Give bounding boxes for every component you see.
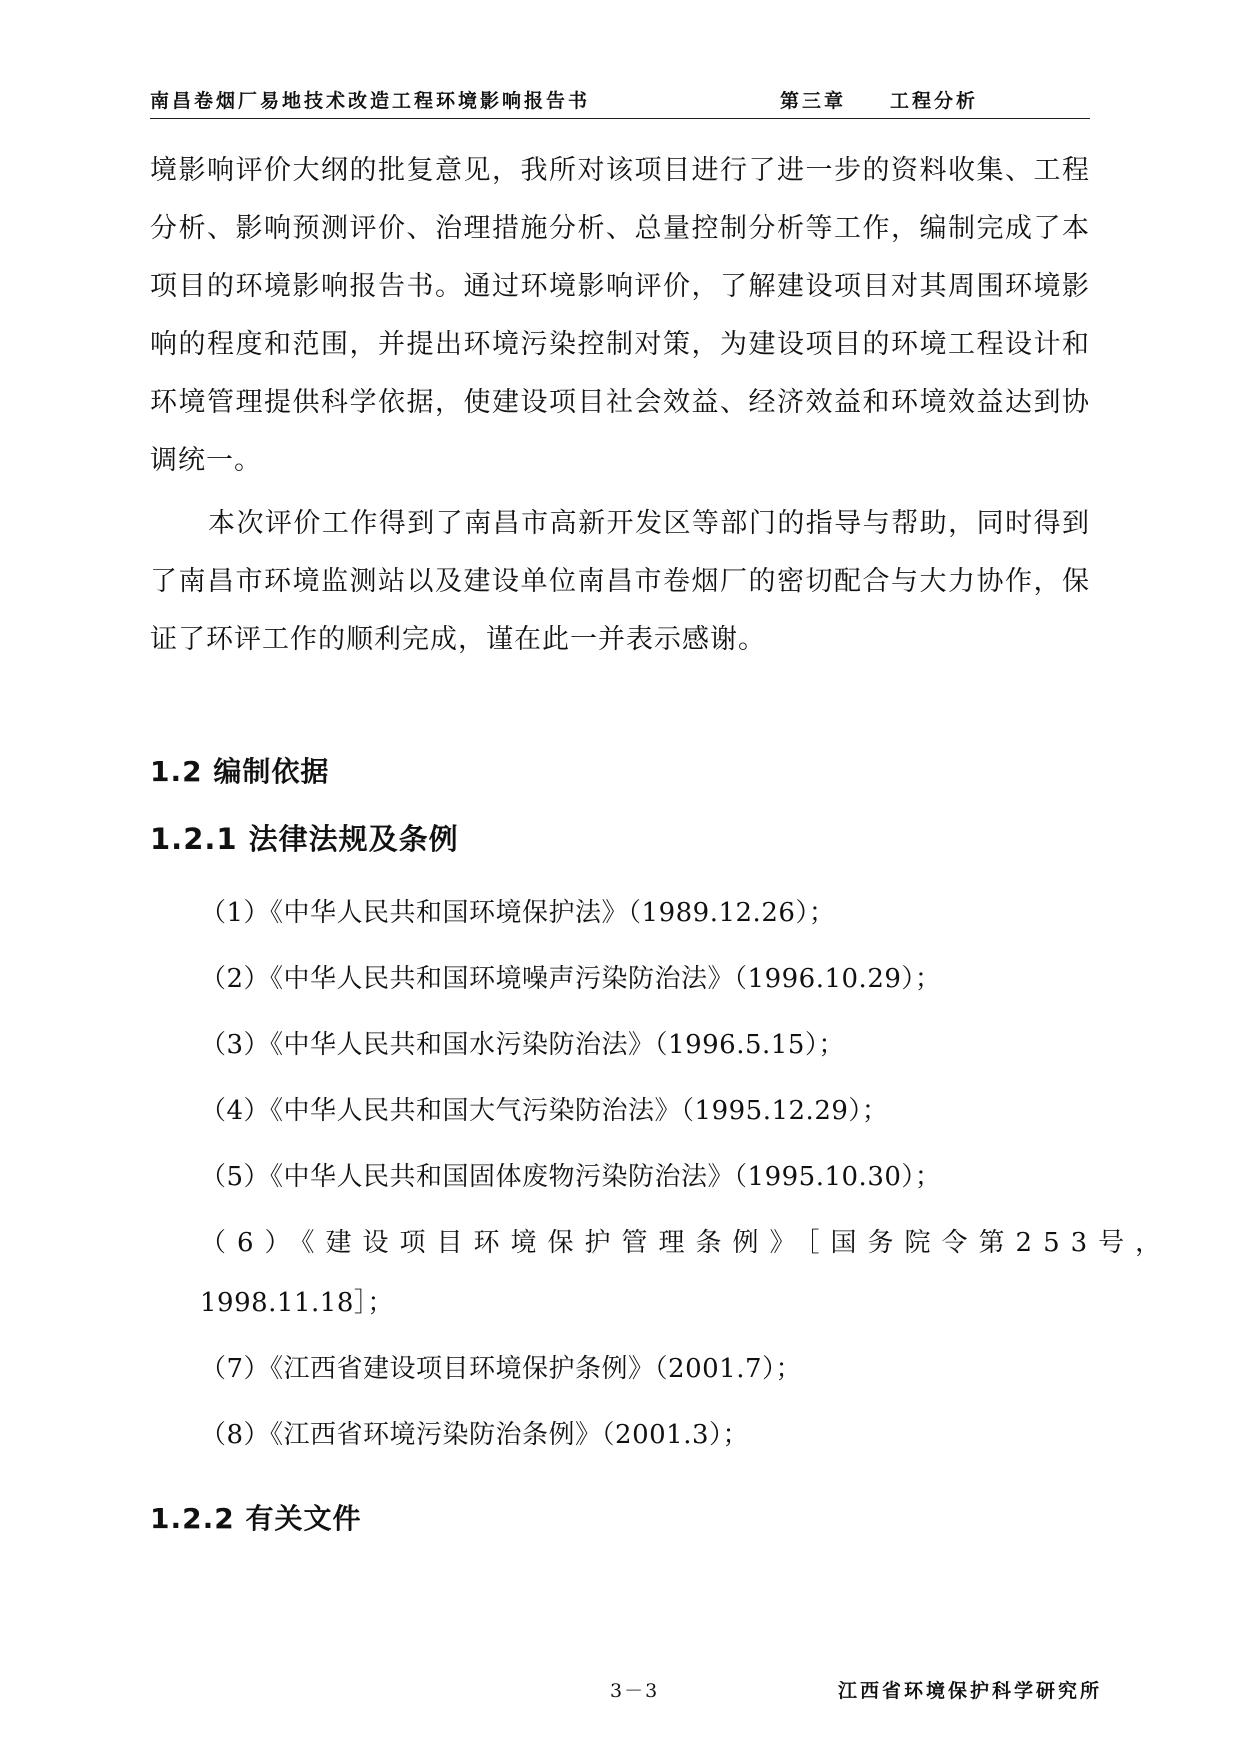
heading-1-2-2: 1.2.2 有关文件 (150, 1502, 362, 1535)
list-item-line: （6）《建设项目环境保护管理条例》［国务院令第253号， (200, 1228, 1173, 1258)
list-item: （4）《中华人民共和国大气污染防治法》（1995.12.29）； (200, 1096, 889, 1126)
list-item: （8）《江西省环境污染防治条例》（2001.3）； (200, 1420, 750, 1450)
heading-1-2-1: 1.2.1 法律法规及条例 (150, 822, 459, 856)
list-item: （1）《中华人民共和国环境保护法》（1989.12.26）； (200, 898, 836, 928)
laws-list (200, 880, 1173, 1468)
body-paragraph-acknowledgement: 本次评价工作得到了南昌市高新开发区等部门的指导与帮助，同时得到了南昌市环境监测站以及建设单位南昌市卷烟厂的密切配合与大力协作，保证了环评工作的顺利完成，谨在此一并表示感谢。 (150, 508, 1090, 655)
document-title: 南昌卷烟厂易地技术改造工程环境影响报告书 (150, 90, 591, 112)
list-item: （3）《中华人民共和国水污染防治法》（1996.5.15）； (200, 1030, 845, 1060)
page-header (150, 84, 1090, 119)
organization-name: 江西省环境保护科学研究所 (838, 1680, 1103, 1702)
list-item: （5）《中华人民共和国固体废物污染防治法》（1995.10.30）； (200, 1162, 942, 1192)
chapter-label: 第三章 (780, 90, 847, 112)
page-number: 3－3 (610, 1680, 660, 1702)
list-item: （7）《江西省建设项目环境保护条例》（2001.7）； (200, 1354, 803, 1384)
list-item-line: 1998.11.18］； (200, 1288, 394, 1318)
body-paragraph-continued: 境影响评价大纲的批复意见，我所对该项目进行了进一步的资料收集、工程分析、影响预测评价、治理措施分析、总量控制分析等工作，编制完成了本项目的环境影响报告书。通过环境影响评价，了解建设项目对其周围环境影响的程度和范围，并提出环境污染控制对策，为建设项目的环境工程设计和环境管理提供科学依据，使建设项目社会效益、经济效益和环境效益达到协调统一。 (150, 155, 1090, 476)
section-label: 工程分析 (890, 90, 979, 112)
list-item: （2）《中华人民共和国环境噪声污染防治法》（1996.10.29）； (200, 964, 942, 994)
list-item (200, 1210, 1173, 1336)
heading-1-2: 1.2 编制依据 (150, 755, 330, 788)
